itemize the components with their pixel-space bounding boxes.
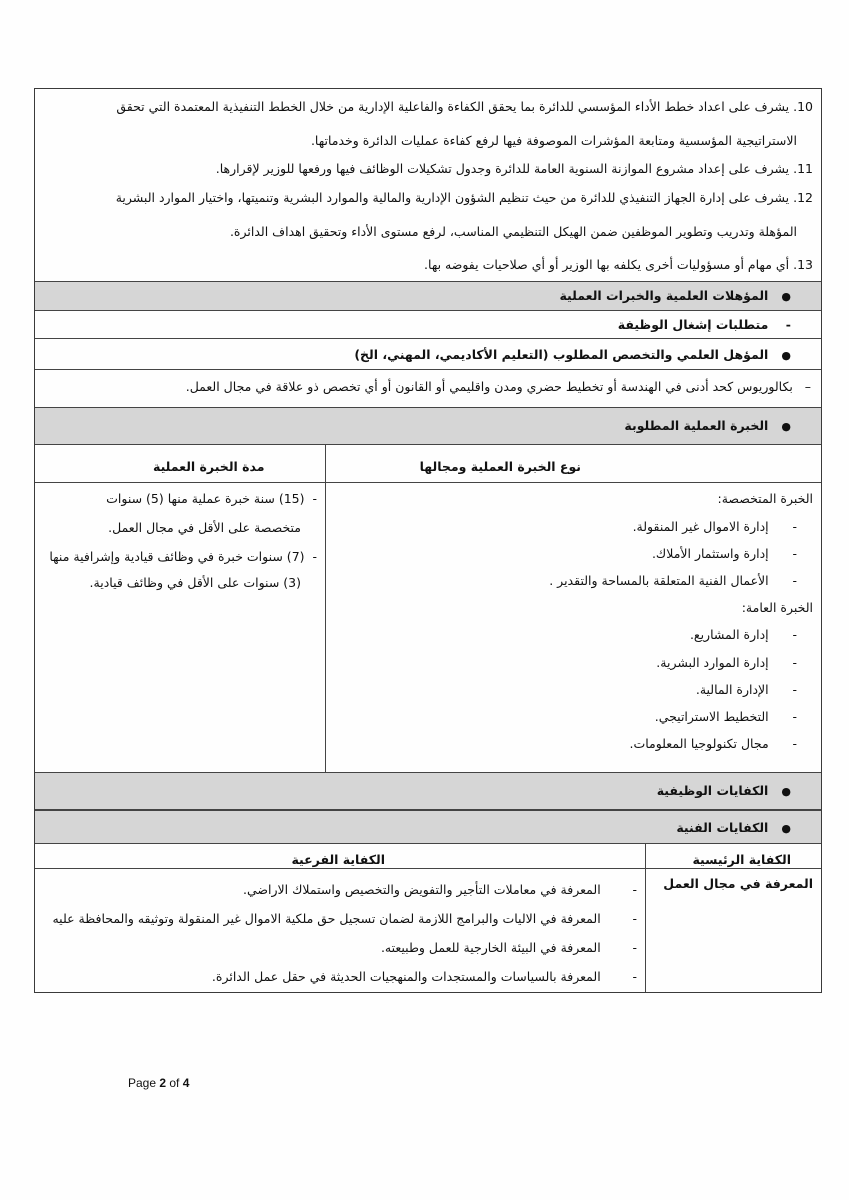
general-item: - مجال تكنولوجيا المعلومات. [629,736,797,751]
divider [35,369,821,370]
bullet-icon: ● [781,349,791,362]
experience-label: الخبرة العملية المطلوبة [624,418,769,433]
competency-table-column-divider [645,844,646,992]
job-requirements-heading [618,317,791,333]
duty-11-line-1 [43,161,813,177]
duty-12-line-2: المؤهلة وتدريب وتطوير الموظفين ضمن الهيكل التنظيمي المناسب، لرفع مستوى الأداء وتحقيق اهداف الدائرة. [229,224,797,239]
functional-competencies-label: الكفايات الوظيفية [656,783,769,798]
main-competency-value: المعرفة في مجال العمل [663,876,813,891]
general-item: - التخطيط الاستراتيجي. [654,709,797,724]
divider [35,482,821,483]
experience-duration-header: مدة الخبرة العملية [153,459,265,474]
divider [35,868,821,869]
duration-line: - (7) سنوات خبرة في وظائف قيادية وإشرافية منها [49,549,317,564]
education-required-label: المؤهل العلمي والتخصص المطلوب (التعليم الأكاديمي، المهني، الخ) [354,347,769,362]
duty-12-line-1 [43,190,813,206]
technical-competencies-heading [676,820,791,837]
specialized-item: - إدارة الاموال غير المنقولة. [632,519,797,534]
general-item: - الإدارة المالية. [695,682,797,697]
duty-10-text-1: يشرف على اعداد خطط الأداء المؤسسي للدائرة بما يحقق الكفاءة والفاعلية الإدارية من خلال الخطط التنفيذية المعتمدة التي تحقق [116,99,790,114]
duty-10-line-2: الاستراتيجية المؤسسية ومتابعة المؤشرات الموصوفة فيها لرفع كفاءة عمليات الدائرة وخدماتها. [310,133,797,148]
technical-competencies-band [35,810,821,844]
specialized-item: - إدارة واستثمار الأملاك. [651,546,797,561]
job-requirements-label: متطلبات إشغال الوظيفة [617,317,769,332]
qualifications-band [35,281,821,311]
sub-competency-item: - المعرفة في الاليات والبرامج اللازمة لضمان تسجيل حق ملكية الاموال غير المنقولة وتوثيقه والمحافظة عليه [52,911,637,926]
duration-line: (3) سنوات على الأقل في وظائف قيادية. [89,575,301,590]
experience-heading [624,418,791,435]
functional-competencies-band [35,772,821,810]
education-required-heading [354,347,791,364]
experience-type-header: نوع الخبرة العملية ومجالها [419,459,581,474]
duty-11-text-1: يشرف على إعداد مشروع الموازنة السنوية العامة للدائرة وجدول تشكيلات الوظائف فيها ورفعها للوزير لإقرارها. [215,161,790,176]
education-text-line [39,379,811,395]
general-item: - إدارة الموارد البشرية. [656,655,797,670]
education-text: بكالوريوس كحد أدنى في الهندسة أو تخطيط حضري ومدن واقليمي أو القانون أو أي تخصص ذو علاقة في مجال العمل. [185,379,793,394]
duty-13-number: 13. [793,257,813,272]
duty-10-line-1 [43,99,813,115]
experience-band [35,407,821,445]
duty-11-number: 11. [793,161,813,176]
bullet-icon: ● [781,785,791,798]
sub-competency-item: - المعرفة في معاملات التأجير والتفويض والتخصيص واستملاك الاراضي. [243,882,637,897]
duty-13-text-1: أي مهام أو مسؤوليات أخرى يكلفه بها الوزير أو أي صلاحيات يفوضه بها. [424,257,790,272]
bullet-icon: ● [781,290,791,303]
bullet-icon: ● [781,420,791,433]
main-competency-header: الكفاية الرئيسية [692,852,791,867]
technical-competencies-label: الكفايات الفنية [676,820,769,835]
specialized-item: - الأعمال الفنية المتعلقة بالمساحة والتقدير . [549,573,797,588]
sub-competency-header: الكفاية الفرعية [291,852,385,867]
general-experience-title: الخبرة العامة: [741,600,813,615]
divider [35,338,821,339]
dash-icon: - [785,317,791,332]
duration-line: - (15) سنة خبرة عملية منها (5) سنوات [106,491,317,506]
experience-table-column-divider [325,445,326,772]
functional-competencies-heading [657,783,791,800]
bullet-icon: ● [781,822,791,835]
specialized-experience-title: الخبرة المتخصصة: [717,491,813,506]
duration-line: متخصصة على الأقل في مجال العمل. [108,520,301,535]
qualifications-label: المؤهلات العلمية والخبرات العملية [559,288,769,303]
duty-13-line-1 [43,257,813,273]
page-number: Page 2 of 4 [128,1076,190,1090]
general-item: - إدارة المشاريع. [689,627,797,642]
qualifications-heading [559,288,791,305]
duty-12-number: 12. [793,190,813,205]
duty-12-text-1: يشرف على إدارة الجهاز التنفيذي للدائرة من حيث تنظيم الشؤون الإدارية والمالية والموارد البشرية وتنميتها، واختيار الموارد البشرية [115,190,790,205]
sub-competency-item: - المعرفة بالسياسات والمستجدات والمنهجيات الحديثة في حقل عمل الدائرة. [211,969,637,984]
document-frame [34,88,822,993]
duty-10-number: 10. [793,99,813,114]
dash-icon: – [804,379,811,394]
sub-competency-item: - المعرفة في البيئة الخارجية للعمل وطبيعته. [380,940,637,955]
